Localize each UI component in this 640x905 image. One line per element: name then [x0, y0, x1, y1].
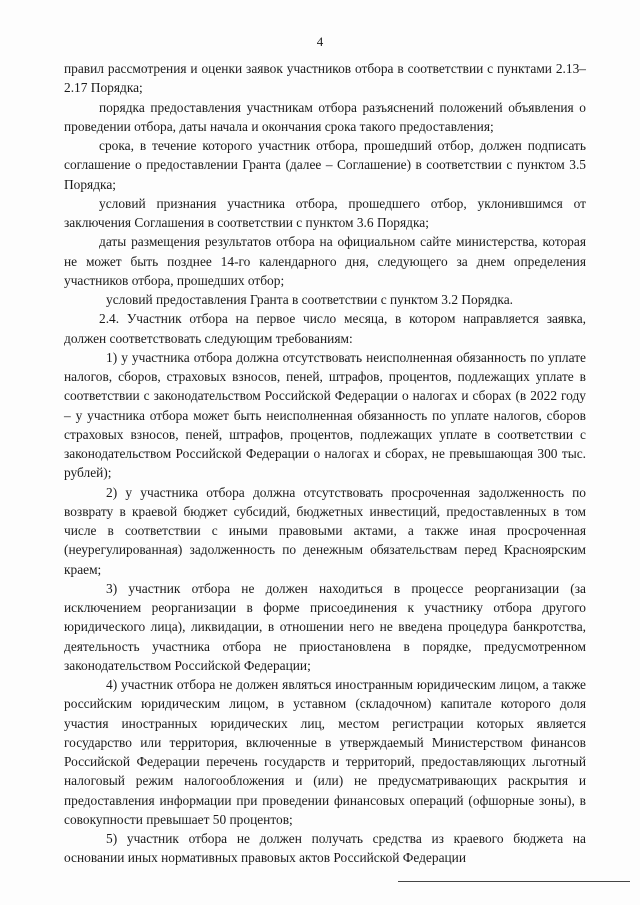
- bottom-rule: [398, 881, 630, 882]
- paragraph-requirement-1: 1) у участника отбора должна отсутствовать неисполненная обязанность по уплате налогов, сборов, страховых взносов, пеней, штрафов, процентов, подлежащих уплате в соответствии с законодательством Российской Федерации о налогах и сборах (в 2022 году – у участника отбора может быть неисполненная обязанность по уплате налогов, сборов страховых взносов, пеней, штрафов, процентов, подлежащих уплате в соответствии с законодательством Российской Федерации о налогах и сборах, не превышающая 300 тыс. рублей);: [64, 349, 586, 481]
- paragraph-review-rules: правил рассмотрения и оценки заявок участников отбора в соответствии с пунктами 2.13–2.17 Порядка;: [64, 61, 586, 96]
- paragraph-requirement-2: 2) у участника отбора должна отсутствовать просроченная задолженность по возврату в краевой бюджет субсидий, бюджетных инвестиций, предоставленных в том числе в соответствии с иными правовыми актами, а также иная просроченная (неурегулированная) задолженность по денежным обязательствам перед Красноярским краем;: [64, 484, 586, 577]
- document-body: [64, 59, 586, 868]
- paragraph-grant-conditions: условий предоставления Гранта в соответствии с пунктом 3.2 Порядка.: [106, 292, 513, 307]
- paragraph-requirement-3: 3) участник отбора не должен находиться в процессе реорганизации (за исключением реорганизации в форме присоединения к участнику отбора другого юридического лица), ликвидации, в отношении него не введена процедура банкротства, деятельность участника отбора не приостановлена в порядке, предусмотренном законодательством Российской Федерации;: [64, 580, 586, 673]
- page-number: 4: [316, 34, 324, 49]
- paragraph-clarifications-order: порядка предоставления участникам отбора разъяснений положений объявления о проведении отбора, даты начала и окончания срока такого предоставления;: [64, 99, 586, 134]
- paragraph-requirement-4: 4) участник отбора не должен являться иностранным юридическим лицом, а также российским юридическим лицом, в уставном (складочном) капитале которого доля участия иностранных юридических лиц, местом регистрации которых является государство или территория, включенные в утверждаемый Министерством финансов Российской Федерации перечень государств и территорий, предоставляющих льготный налоговый режим налогообложения и (или) не предусматривающих раскрытия и предоставления информации при проведении финансовых операций (офшорные зоны), в совокупности превышает 50 процентов;: [64, 677, 586, 827]
- paragraph-requirement-5: 5) участник отбора не должен получать средства из краевого бюджета на основании иных нормативных правовых актов Российской Федерации: [64, 831, 586, 866]
- paragraph-signing-deadline: срока, в течение которого участник отбора, прошедший отбор, должен подписать соглашение о предоставлении Гранта (далее – Соглашение) в соответствии с пунктом 3.5 Порядка;: [64, 138, 586, 192]
- paragraph-evasion-conditions: условий признания участника отбора, прошедшего отбор, уклонившимся от заключения Соглашения в соответствии с пунктом 3.6 Порядка;: [64, 195, 586, 230]
- paragraph-results-publication: даты размещения результатов отбора на официальном сайте министерства, которая не может быть позднее 14-го календарного дня, следующего за днем определения участников отбора, прошедших отбор;: [64, 234, 586, 288]
- paragraph-section-2-4: 2.4. Участник отбора на первое число месяца, в котором направляется заявка, должен соответствовать следующим требованиям:: [64, 311, 586, 346]
